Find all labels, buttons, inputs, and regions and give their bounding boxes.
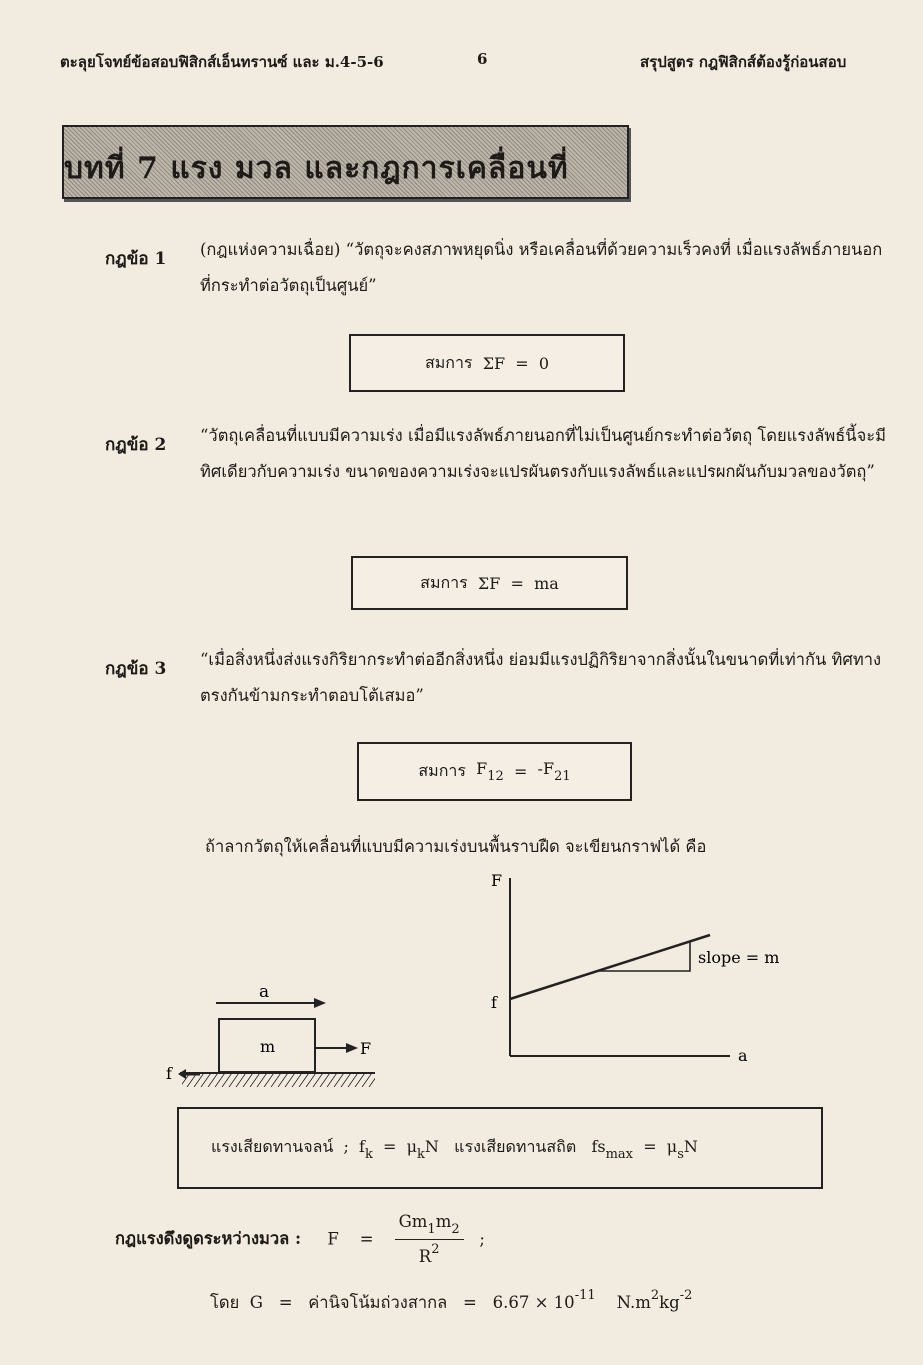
force-acceleration-graph xyxy=(485,868,805,1073)
fs-equals: = xyxy=(643,1137,657,1156)
g-unit-kg: kg xyxy=(659,1293,680,1312)
law-3-text: “เมื่อสิ่งหนึ่งส่งแรงกิริยากระทำต่ออีกสิ่งหนึ่ง ย่อมมีแรงปฏิกิริยาจากสิ่งนั้นในขนาดที่เท่ากัน ทิศทางตรงกันข้ามกระทำตอบโต้เสมอ” xyxy=(200,650,882,705)
law-3-eq-prefix: สมการ xyxy=(418,761,466,780)
graph-y-label: F xyxy=(491,871,503,890)
fs-sub: max xyxy=(605,1147,634,1162)
law-1-eq-equals: = xyxy=(515,353,529,373)
header-left: ตะลุยโจทย์ข้อสอบฟิสิกส์เอ็นทรานซ์ และ ม.4-5-6 xyxy=(60,53,384,71)
num-sub1: 1 xyxy=(427,1222,436,1237)
gravitation-formula xyxy=(115,1212,485,1266)
law-2-eq-equals: = xyxy=(510,573,524,593)
force-arrow-head xyxy=(346,1043,358,1053)
graph-intro-text: ถ้าลากวัตถุให้เคลื่อนที่แบบมีความเร่งบนพื้นราบฝืด จะเขียนกราฟได้ คือ xyxy=(205,837,707,856)
mu-s-sub: s xyxy=(677,1147,684,1162)
gravitation-semicolon: ; xyxy=(479,1229,485,1249)
fs-max-symbol xyxy=(591,1137,634,1162)
chapter-title-box xyxy=(62,125,629,199)
law-3-eq-rhs-sub: 21 xyxy=(554,769,571,784)
mu-k-N: N xyxy=(424,1137,439,1156)
g-equals-2: = xyxy=(463,1293,477,1312)
law-1-label: กฎข้อ 1 xyxy=(105,249,167,269)
law-2-eq-rhs: ma xyxy=(534,573,559,593)
law-2-label: กฎข้อ 2 xyxy=(105,435,167,455)
law-1-eq-prefix: สมการ xyxy=(424,352,473,372)
g-name: ค่านิจโน้มถ่วงสากล xyxy=(308,1293,448,1312)
force-label: F xyxy=(360,1039,372,1058)
page-number: 6 xyxy=(477,50,488,68)
g-prefix: โดย xyxy=(210,1293,240,1312)
mu-s-symbol xyxy=(666,1137,698,1162)
law-3-equation-box xyxy=(357,742,632,801)
fk-equals: = xyxy=(383,1137,397,1156)
law-2-text: “วัตถุเคลื่อนที่แบบมีความเร่ง เมื่อมีแรงลัพธ์ภายนอกที่ไม่เป็นศูนย์กระทำต่อวัตถุ โดยแรงลัพธ์นี้จะมีทิศเดียวกับความเร่ง ขนาดของความเร่งจะแปรผันตรงกับแรงลัพธ์และแปรผกผันกับมวลของวัตถุ” xyxy=(200,426,886,481)
g-equals: = xyxy=(278,1293,293,1312)
gravitational-constant-line xyxy=(210,1288,692,1316)
law-3-eq-lhs-base: F xyxy=(476,759,488,778)
ground-hatching xyxy=(182,1074,375,1087)
kinetic-friction-label: แรงเสียดทานจลน์ xyxy=(211,1137,334,1156)
gravitation-denominator xyxy=(395,1240,464,1266)
fk-symbol xyxy=(359,1137,373,1162)
friction-formula-line xyxy=(211,1135,698,1162)
law-3-eq-equals: = xyxy=(513,762,528,781)
block-diagram xyxy=(160,975,390,1090)
law-1-text: (กฎแห่งความเฉื่อย) “วัตถุจะคงสภาพหยุดนิ่ง หรือเคลื่อนที่ด้วยความเร็วคงที่ เมื่อแรงลัพธ์ภายนอกที่กระทำต่อวัตถุเป็นศูนย์” xyxy=(200,240,883,295)
num-sub2: 2 xyxy=(451,1222,460,1237)
law-1-equation-box xyxy=(349,334,625,392)
chapter-title: บทที่ 7 แรง มวล และกฎการเคลื่อนที่ xyxy=(64,151,569,186)
acceleration-label: a xyxy=(259,982,270,1002)
gravitation-label: กฎแรงดึงดูดระหว่างมวล : xyxy=(115,1229,302,1248)
law-3-eq-rhs-base: -F xyxy=(537,759,555,778)
fk-base: f xyxy=(359,1137,365,1156)
den-sup: 2 xyxy=(431,1242,440,1257)
static-friction-label: แรงเสียดทานสถิต xyxy=(454,1137,577,1156)
num-G: Gm xyxy=(398,1212,428,1231)
mu-k-base: μ xyxy=(406,1137,418,1156)
mu-k-sub: k xyxy=(417,1147,425,1162)
g-unit-exp2: -2 xyxy=(679,1288,693,1303)
mu-s-N: N xyxy=(683,1137,698,1156)
mu-k-symbol xyxy=(406,1137,439,1162)
num-m: m xyxy=(435,1212,452,1231)
law-2-eq-lhs: ΣF xyxy=(477,573,501,593)
friction-label: f xyxy=(166,1064,172,1083)
graph-line xyxy=(510,935,710,999)
den-R: R xyxy=(418,1247,432,1266)
fs-base: fs xyxy=(591,1137,606,1156)
graph-x-label: a xyxy=(738,1046,748,1065)
slope-label: slope = m xyxy=(698,948,780,967)
header-right: สรุปสูตร กฎฟิสิกส์ต้องรู้ก่อนสอบ xyxy=(640,53,847,71)
g-symbol: G xyxy=(249,1293,263,1312)
graph-intercept-label: f xyxy=(491,993,497,1012)
law-2-equation-box xyxy=(351,556,628,610)
law-3-eq-lhs xyxy=(476,759,504,784)
mu-s-base: μ xyxy=(666,1137,678,1156)
gravitation-numerator xyxy=(395,1212,464,1240)
gravitation-equals: = xyxy=(359,1229,374,1249)
gravitation-fraction xyxy=(395,1212,464,1266)
law-3-eq-rhs xyxy=(538,759,571,784)
g-unit-base: N.m xyxy=(616,1293,651,1312)
friction-separator: ; xyxy=(343,1137,349,1156)
gravitation-lhs: F xyxy=(327,1229,339,1249)
law-1-eq-lhs: ΣF xyxy=(482,353,506,373)
acceleration-arrow-head xyxy=(314,998,326,1008)
law-3-eq-lhs-sub: 12 xyxy=(487,769,504,784)
law-1-eq-rhs: 0 xyxy=(538,353,550,373)
mass-label: m xyxy=(260,1037,276,1056)
fk-sub: k xyxy=(364,1147,373,1162)
g-exponent: -11 xyxy=(574,1288,596,1303)
law-2-eq-prefix: สมการ xyxy=(420,572,468,592)
g-unit-exp1: 2 xyxy=(650,1288,660,1303)
law-3-label: กฎข้อ 3 xyxy=(105,659,167,679)
friction-formula-box xyxy=(177,1107,823,1189)
g-value: 6.67 × 10 xyxy=(492,1293,575,1312)
